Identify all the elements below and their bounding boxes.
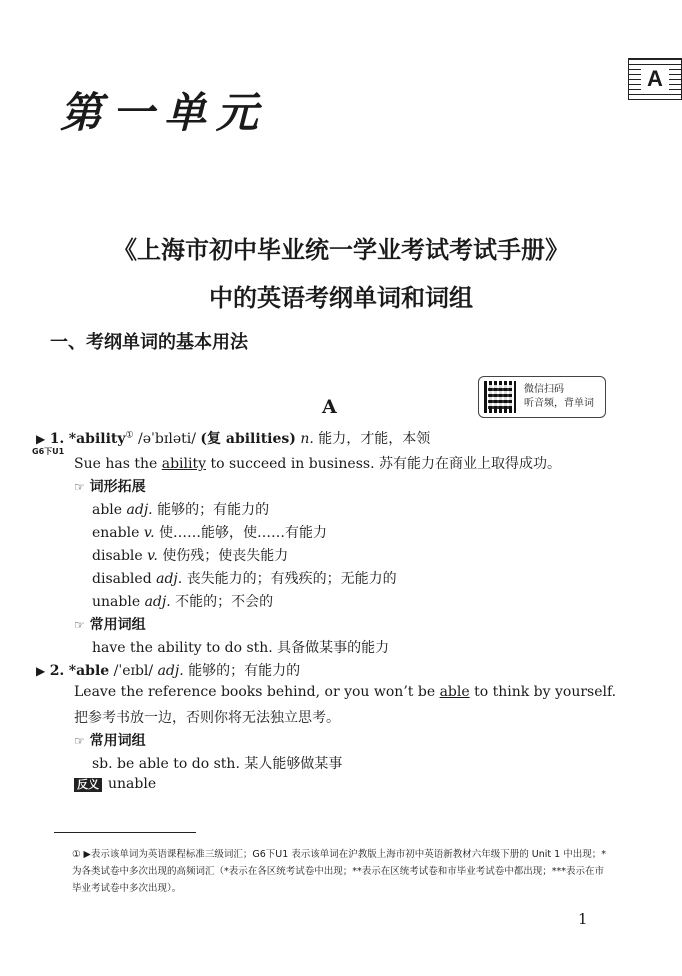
- entry-marker-icon: ▶: [36, 432, 46, 446]
- expand-item: [92, 499, 269, 519]
- expand-meaning: 能够的；有能力的: [157, 502, 270, 518]
- phonetic: /əˈbɪləti/: [138, 431, 196, 447]
- entry-1-headline: [36, 428, 430, 448]
- expand-item: [92, 591, 273, 611]
- phrase: have the ability to do sth. 具备做某事的能力: [92, 640, 390, 656]
- antonym-row: [74, 776, 156, 792]
- expand-word: able: [92, 502, 123, 518]
- expand-label: [74, 476, 146, 496]
- entry-marker-icon: ▶: [36, 664, 46, 678]
- expand-word: disabled: [92, 571, 152, 587]
- antonym-badge: 反义: [74, 778, 102, 792]
- expand-word: unable: [92, 594, 141, 610]
- example-text: to think by yourself.: [469, 684, 617, 700]
- section-tab-a: [628, 58, 682, 100]
- phrase-label-text: 常用词组: [89, 733, 146, 749]
- example-translation: 苏有能力在商业上取得成功。: [378, 456, 561, 472]
- expand-pos: adj.: [126, 502, 153, 518]
- part-of-speech: adj.: [157, 663, 184, 679]
- entry-number: 1.: [49, 431, 65, 447]
- example-key: able: [439, 684, 470, 700]
- expand-word: enable: [92, 525, 140, 541]
- example-sentence: [74, 684, 616, 700]
- expand-pos: adj.: [156, 571, 183, 587]
- phrase: sb. be able to do sth. 某人能够做某事: [92, 756, 343, 772]
- section-heading: 一、考纲单词的基本用法: [50, 332, 248, 353]
- footnote-divider: [54, 832, 196, 833]
- pointing-hand-icon: ☞: [74, 480, 85, 494]
- expand-pos: v.: [147, 548, 158, 564]
- qr-code-icon: [484, 381, 516, 413]
- expand-pos: adj.: [144, 594, 171, 610]
- meaning: 能够的；有能力的: [188, 663, 301, 679]
- headword: *able: [68, 663, 110, 679]
- qr-line2: 听音频，背单词: [524, 398, 594, 409]
- phrase-label: [74, 730, 146, 750]
- example-text: Leave the reference books behind, or you won’t be: [74, 684, 440, 700]
- phrase-label-text: 常用词组: [89, 617, 146, 633]
- qr-code-box[interactable]: [478, 376, 606, 418]
- headword: *ability: [68, 431, 126, 447]
- expand-meaning: 丧失能力的；有残疾的；无能力的: [186, 571, 397, 587]
- example-text: Sue has the: [74, 456, 162, 472]
- expand-pos: v.: [143, 525, 155, 541]
- example-key: ability: [161, 456, 206, 472]
- qr-line1: 微信扫码: [524, 384, 564, 395]
- expand-label-text: 词形拓展: [89, 479, 146, 495]
- antonym-word: unable: [108, 776, 157, 792]
- tab-letter: A: [641, 68, 669, 90]
- letter-heading: A: [322, 396, 337, 418]
- expand-item: [92, 522, 327, 542]
- example-translation: 把参考书放一边，否则你将无法独立思考。: [74, 710, 340, 726]
- example-text: to succeed in business.: [206, 456, 375, 472]
- pointing-hand-icon: ☞: [74, 734, 85, 748]
- expand-item: [92, 545, 288, 565]
- footnote-mark: ①: [125, 430, 134, 441]
- pointing-hand-icon: ☞: [74, 618, 85, 632]
- expand-meaning: 不能的；不会的: [175, 594, 274, 610]
- page-number: 1: [578, 910, 588, 928]
- entry-number: 2.: [49, 663, 65, 679]
- footnote: ① ▶表示该单词为英语课程标准三级词汇；G6下U1 表示该单词在沪教版上海市初中英语新教材六年级下册的 Unit 1 中出现；*为各类试卷中多次出现的高频词汇（*表示在各区统考试卷中出现；**表示在区统考试卷和市毕业考试卷中都出现；***表示在市毕业考试卷中多次出现）。: [72, 849, 606, 894]
- phonetic: /ˈeɪbl/: [113, 663, 154, 679]
- expand-meaning: 使伤残；使丧失能力: [162, 548, 289, 564]
- example-sentence: [74, 453, 561, 473]
- chapter-title: 第一单元: [60, 88, 269, 137]
- expand-item: [92, 568, 397, 588]
- book-title-line2: 中的英语考纲单词和词组: [209, 283, 473, 312]
- plural: (复 abilities): [200, 431, 296, 447]
- unit-tag: G6下U1: [32, 447, 65, 456]
- meaning: 能力，才能，本领: [318, 431, 431, 447]
- part-of-speech: n.: [300, 431, 314, 447]
- expand-meaning: 使……能够，使……有能力: [158, 525, 327, 541]
- phrase-label: [74, 614, 146, 634]
- expand-word: disable: [92, 548, 143, 564]
- entry-2-headline: [36, 660, 300, 680]
- book-title-line1: 《上海市初中毕业统一学业考试考试手册》: [113, 235, 569, 264]
